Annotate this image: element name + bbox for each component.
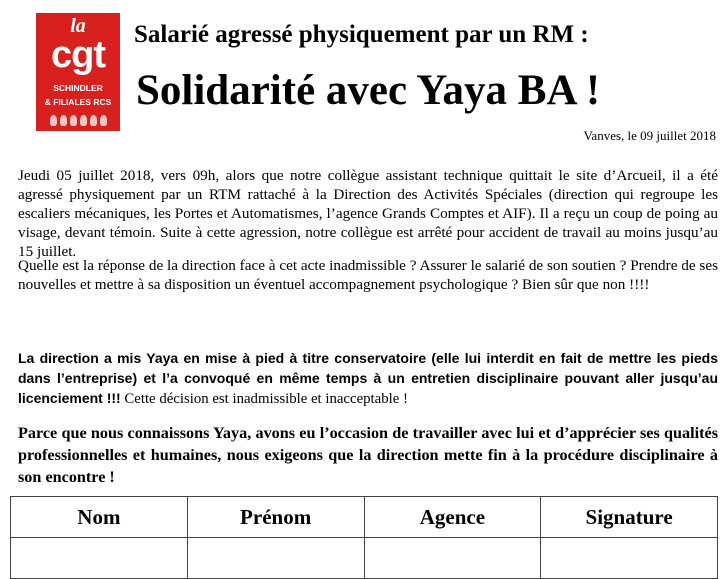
paragraph-direction: [18, 349, 718, 409]
headline: Solidarité avec Yaya BA !: [136, 67, 601, 114]
table-cell[interactable]: [187, 538, 364, 579]
header-agence: Agence: [364, 497, 541, 538]
header-signature: Signature: [541, 497, 718, 538]
dateline: Vanves, le 09 juillet 2018: [583, 128, 716, 143]
table-cell[interactable]: [364, 538, 541, 579]
table-cell[interactable]: [11, 538, 188, 579]
table-header-row: [11, 497, 718, 538]
paragraph-demand: Parce que nous connaissons Yaya, avons eu l’occasion de travailler avec lui et d’apprécier ses qualités professionnelles et humaines, nous exigeons que la direction mette fin à la procédure disciplinaire à son encontre !: [18, 424, 718, 486]
logo-company-line2: & FILIALES RCS: [44, 97, 112, 107]
logo-figures-icon: [50, 113, 110, 131]
logo-company-line1: SCHINDLER: [53, 83, 103, 93]
page-title: Salarié agressé physiquement par un RM :: [134, 21, 589, 48]
paragraph-direction-bold: La direction a mis Yaya en mise à pied à titre conservatoire (elle lui interdit en fait de mettre les pieds dans l’entreprise) et l’a convoqué en même temps à un entretien disciplinaire pouvant aller jusqu’au licenciement !!!: [18, 350, 718, 406]
header-nom: Nom: [11, 497, 188, 538]
paragraph-question: Quelle est la réponse de la direction face à cet acte inadmissible ? Assurer le salarié de son soutien ? Prendre de ses nouvelles et mettre à sa disposition un éventuel accompagnement psychologique ? Bien sûr que non !!!!: [18, 257, 718, 293]
table-cell[interactable]: [541, 538, 718, 579]
cgt-logo: [36, 13, 120, 131]
logo-cgt-text: cgt: [51, 34, 105, 76]
logo-la-text: la: [70, 15, 86, 37]
paragraph-incident: Jeudi 05 juillet 2018, vers 09h, alors que notre collègue assistant technique quittait le site d’Arcueil, il a été agressé physiquement par un RTM rattaché à la Direction des Activités Spéciales (direction qui regroupe les escaliers mécaniques, les Portes et Automatismes, l’agence Grands Comptes et AIF). Il a reçu un coup de poing au visage, devant témoin. Suite à cette agression, notre collègue est arrêté pour accident de travail au moins jusqu’au 15 juillet.: [18, 167, 718, 260]
table-row: [11, 538, 718, 579]
paragraph-direction-rest: Cette décision est inadmissible et inacceptable !: [120, 391, 408, 407]
header-prenom: Prénom: [187, 497, 364, 538]
signature-table: [10, 496, 718, 579]
